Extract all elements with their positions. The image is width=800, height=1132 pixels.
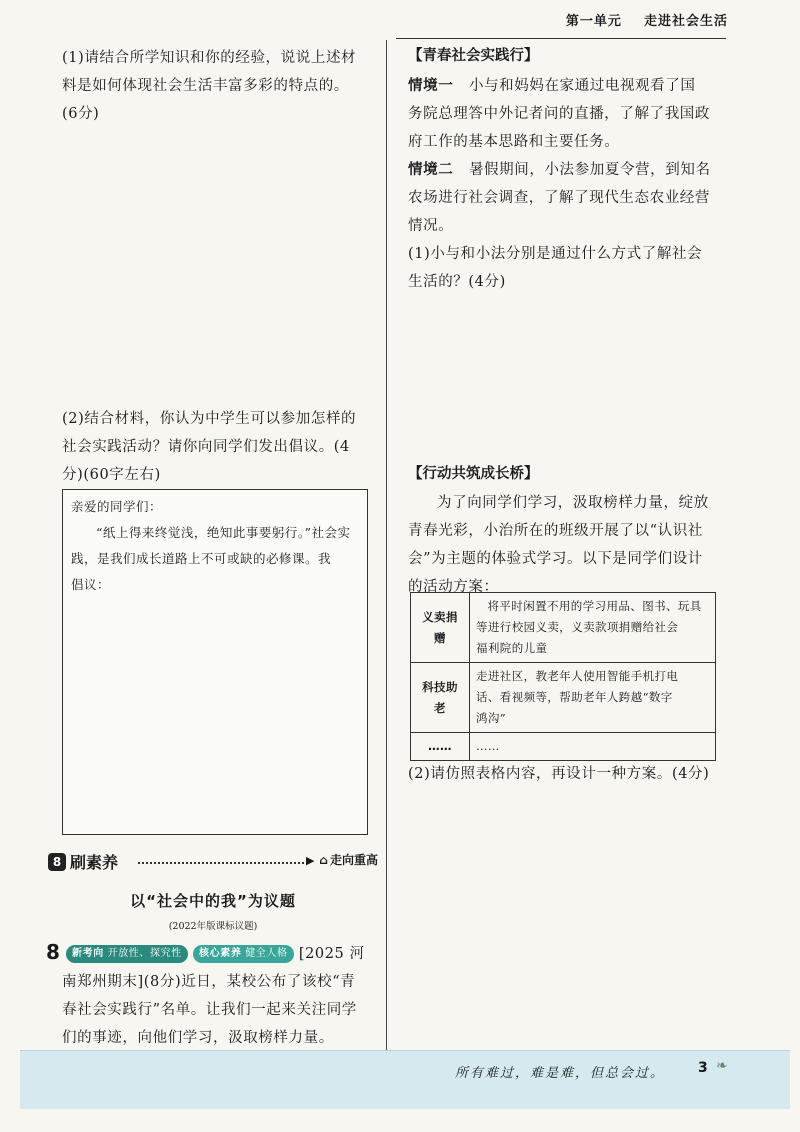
leaf-icon: ❧ [716, 1058, 728, 1074]
header-rule [396, 38, 726, 39]
question-2-left [62, 405, 382, 489]
tag-prefix: 核心素养 [199, 948, 242, 959]
desc-line: 走进社区，教老年人使用智能手机打电 [476, 669, 679, 683]
topic-subtitle: (2022年版课标议题) [168, 921, 258, 932]
proposal-letter-box[interactable] [62, 489, 368, 835]
scenario-1 [408, 72, 728, 156]
section-title-practice: 【青春社会实践行】 [408, 48, 539, 64]
column-divider [386, 40, 387, 1050]
q1-line: 料是如何体现社会生活丰富多彩的特点的。 [62, 78, 349, 94]
tag-prefix: 新考向 [72, 948, 104, 959]
scenario-line: 务院总理答中外记者问的直播，了解了我国政 [408, 106, 710, 122]
desc-line: 鸿沟” [476, 711, 507, 725]
school-icon: ⌂ [319, 852, 328, 867]
scenario-line: 农场进行社会调查，了解了现代生态农业经营 [408, 190, 710, 206]
intro-line: 为了向同学们学习，汲取榜样力量，绽放 [437, 495, 709, 511]
brush-right-text: 走向重高 [329, 853, 378, 867]
question-8-tags [66, 940, 386, 968]
q1-right-line: (1)小与和小法分别是通过什么方式了解社会 [408, 246, 703, 262]
tag-core-literacy [193, 945, 294, 963]
question-2-right: (2)请仿照表格内容，再设计一种方案。(4分) [408, 766, 710, 782]
table-row [411, 733, 716, 761]
plan-desc [470, 593, 716, 663]
letter-line: “纸上得来终觉浅，绝知此事要躬行。”社会实 [96, 525, 351, 540]
dotted-rule [138, 862, 308, 864]
activity-plan-table [410, 592, 716, 761]
unit-label: 第一单元 [565, 14, 622, 29]
plan-name: 科技助老 [411, 663, 470, 733]
brush-badge: 8 [48, 853, 66, 871]
question-1-right [408, 240, 728, 296]
letter-line: 倡议： [71, 577, 111, 592]
brush-section-bar [48, 850, 378, 872]
scenario-label: 情境二 [408, 161, 454, 178]
q8-line: 春社会实践行”名单。让我们一起来关注同学 [62, 1002, 357, 1018]
q2-line: 社会实践活动？请你向同学们发出倡议。(4 [62, 439, 350, 455]
q8-line: 们的事迹，向他们学习，汲取榜样力量。 [62, 1030, 334, 1046]
question-number: 8 [46, 940, 60, 964]
unit-title: 走进社会生活 [643, 14, 728, 29]
desc-line: 等进行校园义卖，义卖款项捐赠给社会 [476, 620, 679, 634]
letter-greeting: 亲爱的同学们： [71, 499, 163, 514]
question-1-left [62, 44, 382, 128]
footer-band [20, 1050, 790, 1109]
q2-line: 分)(60字左右) [62, 467, 161, 483]
q1-line: (1)请结合所学知识和你的经验，说说上述材 [62, 50, 357, 66]
table-row [411, 663, 716, 733]
desc-line: 将平时闲置不用的学习用品、图书、玩具 [487, 599, 702, 613]
q8-source: [2025 河 [298, 946, 365, 962]
scenario-line: 情况。 [408, 218, 454, 234]
intro-line: 会”为主题的体验式学习。以下是同学们设计 [408, 551, 703, 567]
plan-desc [470, 663, 716, 733]
intro-line: 的活动方案： [408, 579, 499, 595]
q8-line: 南郑州期末](8分)近日，某校公布了该校“青 [62, 974, 356, 990]
desc-line: …… [476, 739, 500, 753]
question-8-body [62, 968, 382, 1052]
topic-title: 以“社会中的我”为议题 [130, 892, 296, 910]
arrow-right-icon: ▶ [306, 854, 315, 867]
q1-right-line: 生活的？(4分) [408, 274, 506, 290]
page-header [566, 10, 728, 29]
brush-right-label [319, 851, 378, 868]
q2-line: (2)结合材料，你认为中学生可以参加怎样的 [62, 411, 357, 427]
footer-motto: 所有难过，难是难，但总会过。 [455, 1066, 666, 1081]
plan-name: …… [411, 733, 470, 761]
intro-line: 青春光彩，小治所在的班级开展了以“认识社 [408, 523, 703, 539]
tag-text: 健全人格 [245, 948, 288, 959]
activity-intro [408, 489, 728, 601]
tag-text: 开放性、探究性 [107, 948, 182, 959]
table-row [411, 593, 716, 663]
letter-line: 践，是我们成长道路上不可或缺的必修课。我 [71, 551, 332, 566]
tag-new-direction [66, 945, 188, 963]
scenario-label: 情境一 [408, 77, 454, 94]
brush-label: 刷素养 [70, 853, 119, 872]
q1-line: (6分) [62, 106, 100, 122]
desc-line: 话、看视频等，帮助老年人跨越“数字 [476, 690, 673, 704]
plan-desc [470, 733, 716, 761]
section-title-action: 【行动共筑成长桥】 [408, 466, 539, 482]
brush-logo [48, 850, 118, 873]
scenario-2 [408, 156, 728, 240]
scenario-line: 小与和妈妈在家通过电视观看了国 [468, 78, 696, 94]
plan-name: 义卖捐赠 [411, 593, 470, 663]
desc-line: 福利院的儿童 [476, 641, 548, 655]
page-number: 3 [698, 1060, 708, 1076]
scenario-line: 暑假期间，小法参加夏令营，到知名 [468, 162, 711, 178]
scenario-line: 府工作的基本思路和主要任务。 [408, 134, 620, 150]
